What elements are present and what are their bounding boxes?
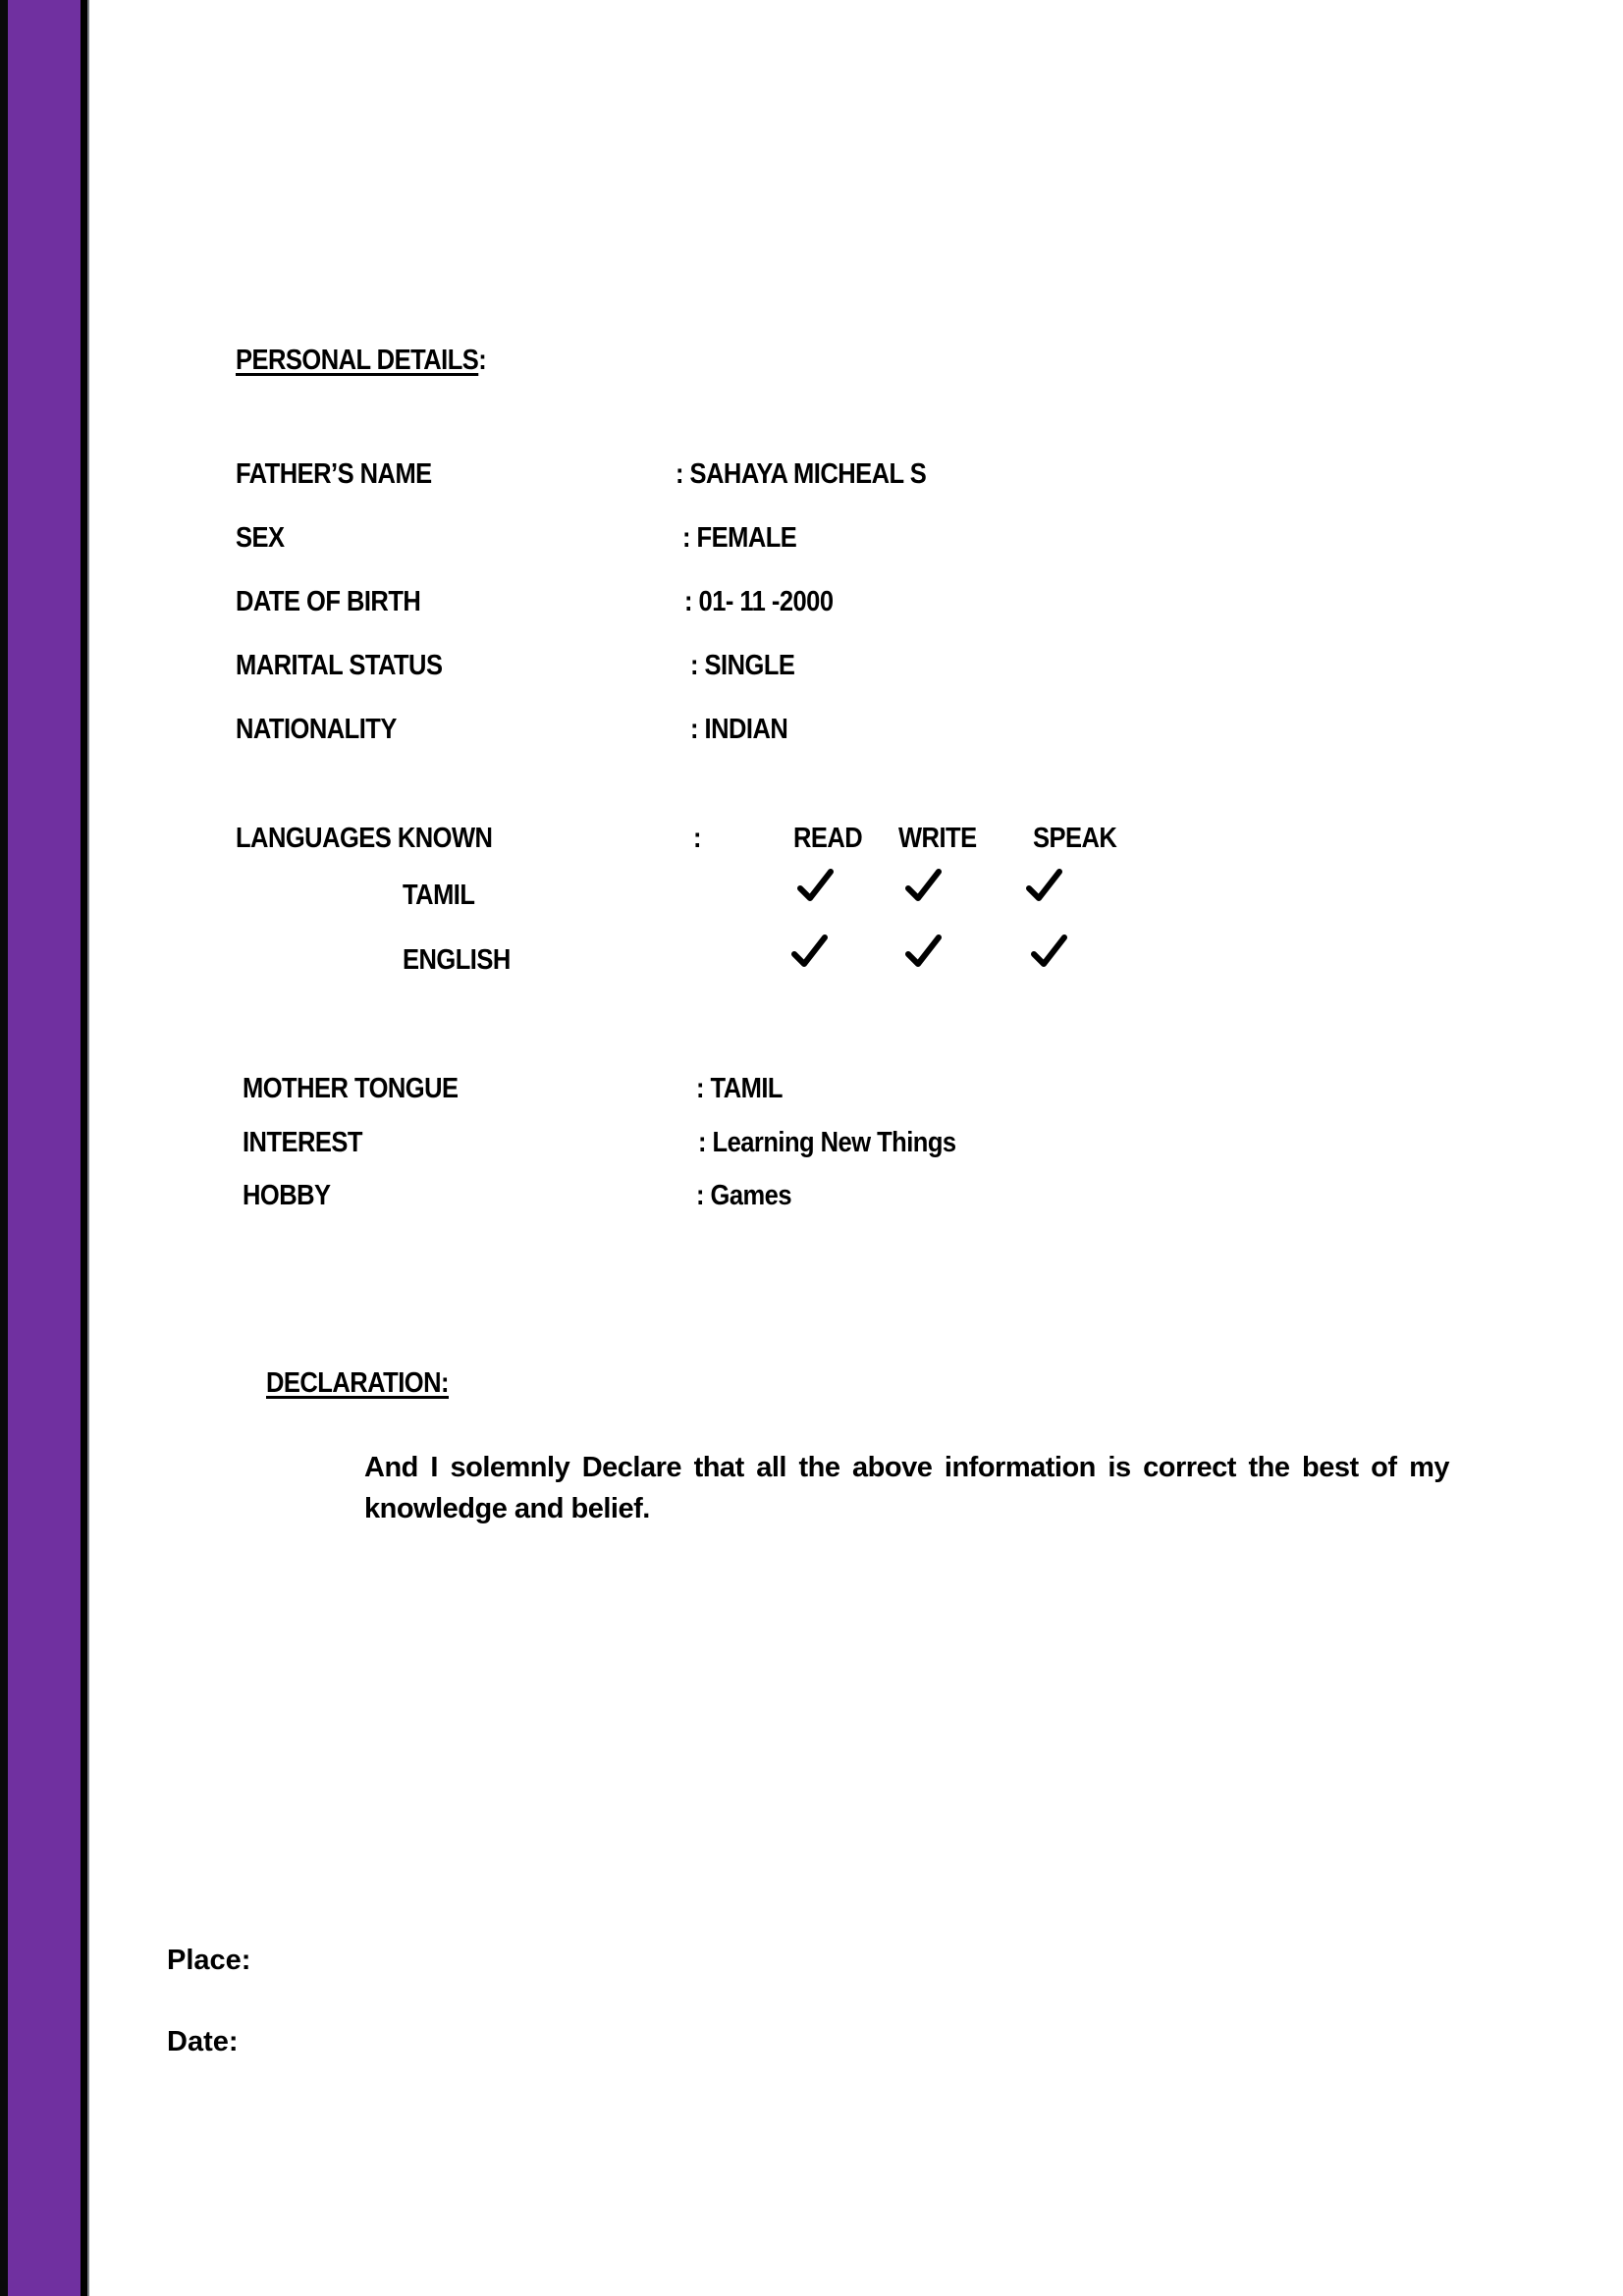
languages-known-colon: : — [693, 823, 701, 854]
language-column-write: WRITE — [898, 823, 977, 854]
field-label-interest: INTEREST — [243, 1127, 362, 1158]
sidebar-edge-right — [81, 0, 87, 2296]
declaration-text: And I solemnly Declare that all the above information is correct the best of my knowledge and belief. — [364, 1452, 1449, 1524]
check-icon-english-speak — [1031, 934, 1068, 971]
field-label-marital-status: MARITAL STATUS — [236, 650, 443, 681]
check-icon-english-write — [905, 934, 943, 971]
sidebar-purple-band — [8, 0, 81, 2296]
check-icon-tamil-write — [905, 868, 943, 905]
date-label: Date: — [167, 2026, 239, 2057]
language-row-english: ENGLISH — [403, 944, 511, 976]
field-label-nationality: NATIONALITY — [236, 714, 397, 745]
field-label-date-of-birth: DATE OF BIRTH — [236, 586, 421, 617]
check-icon-english-read — [791, 934, 829, 971]
personal-details-heading — [236, 344, 486, 377]
declaration-heading: DECLARATION: — [266, 1367, 449, 1399]
field-label-mother-tongue: MOTHER TONGUE — [243, 1073, 459, 1104]
field-value-fathers-name: : SAHAYA MICHEAL S — [676, 458, 927, 490]
field-label-fathers-name: FATHER’S NAME — [236, 458, 432, 490]
languages-known-label: LANGUAGES KNOWN — [236, 823, 493, 854]
field-value-hobby: : Games — [696, 1180, 792, 1211]
language-row-tamil: TAMIL — [403, 880, 475, 911]
place-label: Place: — [167, 1945, 251, 1976]
field-label-hobby: HOBBY — [243, 1180, 331, 1211]
sidebar-edge-left — [0, 0, 8, 2296]
field-value-marital-status: : SINGLE — [690, 650, 795, 681]
personal-details-heading-colon: : — [478, 345, 487, 376]
language-column-read: READ — [793, 823, 863, 854]
language-column-speak: SPEAK — [1033, 823, 1117, 854]
field-value-sex: : FEMALE — [682, 522, 797, 554]
personal-details-heading-text: PERSONAL DETAILS — [236, 345, 479, 376]
field-value-nationality: : INDIAN — [690, 714, 788, 745]
check-icon-tamil-read — [797, 868, 835, 905]
check-icon-tamil-speak — [1026, 868, 1063, 905]
field-label-sex: SEX — [236, 522, 285, 554]
field-value-interest: : Learning New Things — [698, 1127, 956, 1158]
sidebar-edge-line — [87, 0, 89, 2296]
field-value-date-of-birth: : 01- 11 -2000 — [684, 586, 834, 617]
field-value-mother-tongue: : TAMIL — [696, 1073, 783, 1104]
